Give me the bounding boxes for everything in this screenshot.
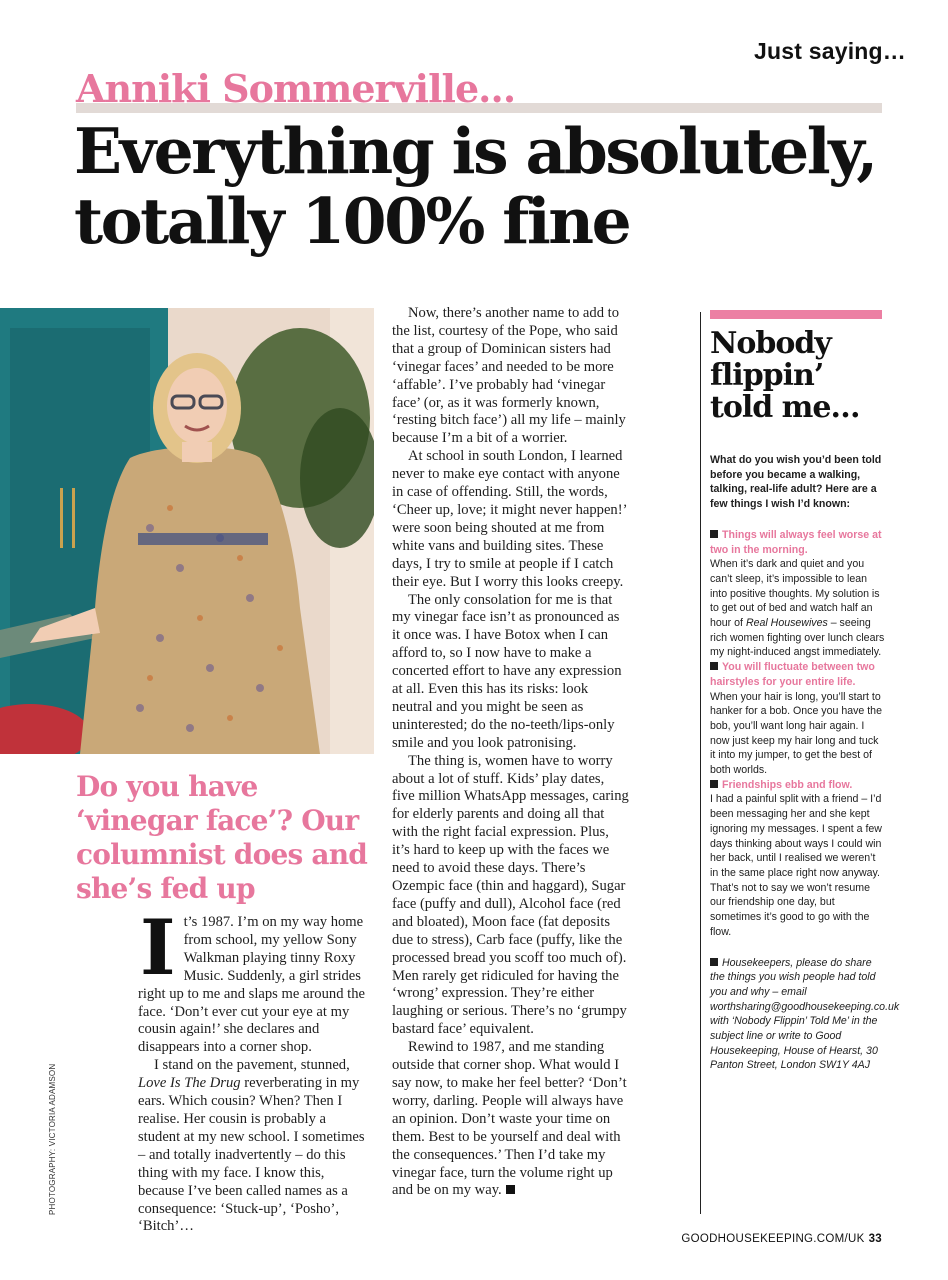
bullet-square-icon: [710, 958, 718, 966]
section-kicker: Just saying…: [754, 38, 906, 64]
bullet-square-icon: [710, 530, 718, 538]
sidebar-tip: Things will always feel worse at two in the morning. When it’s dark and quiet and you can’t sleep, it’s impossible to lean into positive thoughts. My solution is to get out of bed and watch half an hour of Real Housewives – seeing rich women fighting over lunch clears my night-induced angst immediately.: [710, 528, 885, 659]
sidebar-intro: What do you wish you’d been told before you became a walking, talking, real-life adult? Here are a few things I wish I’d known:: [710, 454, 882, 511]
article-paragraph: The only consolation for me is that my vinegar face isn’t as pronounced as it once was. I have Botox when I can afford to, so I now have to make a concerted effort to have any expression at all. Even this has its risks: look neutral and you might be seen as uninterested; do the no-teeth/lips-only smile and you look patronising.: [392, 591, 622, 751]
page-footer: [681, 1233, 882, 1245]
bullet-square-icon: [710, 662, 718, 670]
photo-credit: PHOTOGRAPHY: VICTORIA ADAMSON: [48, 1063, 57, 1215]
sidebar-tip: You will fluctuate between two hairstyles for your entire life. When your hair is long, you’ll start to hanker for a bob. Once you have the bob, you’ll want long hair again. I now just keep my hair long and tuck it into my jumper, to get the best of both worlds.: [710, 661, 882, 777]
page-number: 33: [868, 1233, 882, 1245]
article-paragraph: The thing is, women have to worry about a lot of stuff. Kids’ play dates, five million WhatsApp messages, caring for elderly parents and doing all that with the right facial expression. Plus, it’s hard to keep up with the faces we need to avoid these days. There’s Ozempic face (thin and haggard), Sugar face (puffy and dull), Alcohol face (red and bloated), Moon face (fat deposits due to stress), Carb face (puffy, like the processed bread you scoff too much of). Men rarely get ridiculed for having the ‘wrong’ expression. They’re either laughing or serious. There’s no ‘grumpy bastard face’ equivalent.: [392, 752, 629, 1038]
site-url: GOODHOUSEKEEPING.COM/UK: [681, 1233, 865, 1245]
article-column-2: [392, 305, 630, 1200]
song-title: Love Is The Drug: [138, 1075, 241, 1092]
tv-show-title: Real Housewives: [745, 617, 828, 630]
sidebar-accent-bar: [710, 310, 882, 319]
tip-heading: Friendships ebb and flow.: [722, 778, 853, 791]
sidebar-title: Nobody flippin’ told me…: [710, 326, 860, 425]
article-paragraph: At school in south London, I learned never to make eye contact with anyone in case of offending. Still, the words, ‘Cheer up, love; it might never happen!’ were soon being shouted at me from white vans and building sites. These days, I try to smile at people if I catch their eye. But I worry this looks creepy.: [392, 448, 627, 590]
sidebar-divider: [700, 312, 701, 1214]
sidebar-box: [710, 453, 900, 1073]
sidebar-tip: Friendships ebb and flow. I had a painful split with a friend – I’d been messaging her and she kept ignoring my messages. I spent a few days thinking about ways I could win her back, until I realised we weren’t in the same place right now anyway. That’s not to say we won’t resume our friendship one day, but sometimes it’s good to go with the flow.: [710, 778, 882, 938]
article-paragraph: It’s 1987. I’m on my way home from school, my yellow Sony Walkman playing tinny Roxy Music. Suddenly, a girl strides right up to me and slaps me around the face. ‘Don’t ever cut your eye at my cousin again!’ she declares and disappears into a corner shop.: [138, 903, 365, 1056]
article-paragraph: Now, there’s another name to add to the list, courtesy of the Pope, who said that a group of Dominican sisters had ‘vinegar faces’ and needed to be more ‘affable’. I’ve probably had ‘vinegar face’ (or, as it was formerly known, ‘resting bitch face’) all my life – mainly because I’m a bit of a worrier.: [392, 305, 626, 447]
bullet-square-icon: [710, 780, 718, 788]
article-paragraph: I stand on the pavement, stunned, Love Is The Drug reverberating in my ears. Which cousin? When? Then I realise. Her cousin is probably a student at my new school. I sometimes – and totally inadvertently – do this thing with my face. I know this, because I’ve been called names as a consequence: ‘Stuck-up’, ‘Posho’, ‘Bitch’…: [138, 1057, 365, 1235]
article-paragraph: Rewind to 1987, and me standing outside that corner shop. What would I say now, to make her feel better? ‘Don’t worry, darling. People will always have an opinion. Don’t waste your time on them. Best to be yourself and deal with the consequences.’ Then I’d take my vinegar face, turn the volume right up and be on my way.: [392, 1039, 627, 1199]
article-column-1: [138, 903, 370, 1236]
tip-heading: Things will always feel worse at two in the morning.: [710, 528, 882, 556]
author-name: Anniki Sommerville…: [76, 66, 516, 111]
tip-heading: You will fluctuate between two hairstyles for your entire life.: [710, 661, 875, 688]
article-headline: Everything is absolutely, totally 100% fine: [74, 114, 876, 258]
article-deck: Do you have ‘vinegar face’? Our columnist does and she’s fed up: [76, 770, 368, 905]
author-photo: [0, 308, 374, 754]
end-of-article-mark: [506, 1185, 515, 1194]
drop-cap: I: [140, 903, 176, 992]
sidebar-callout: Housekeepers, please do share the things you wish people had told you and why – email worthsharing@goodhousekeeping.co.uk with ‘Nobody Flippin’ Told Me’ in the subject line or write to Good Housekeeping, House of Hearst, 30 Panton Street, London SW1Y 4AJ: [710, 956, 900, 1072]
